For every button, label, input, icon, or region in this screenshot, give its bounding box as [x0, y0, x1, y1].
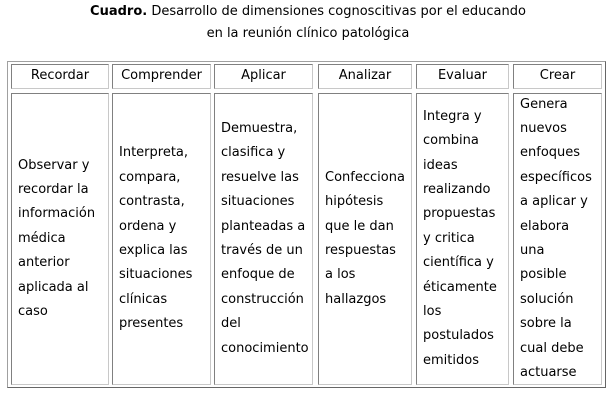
caption-title-line1: Desarrollo de dimensiones cognoscitivas por el educando — [147, 4, 526, 19]
cell-crear — [513, 93, 602, 385]
cell-analizar-text: Confecciona hipótesis que le dan respuestas a los hallazgos — [325, 169, 405, 307]
cell-analizar — [318, 93, 412, 385]
table-caption — [0, 2, 616, 22]
cell-aplicar-text: Demuestra, clasifica y resuelve las situaciones planteadas a través de un enfoque de construcción del conocimiento — [221, 120, 309, 356]
cell-recordar — [11, 93, 109, 385]
header-analizar: Analizar — [318, 64, 412, 89]
cell-evaluar-text: Integra y combina ideas realizando propuestas y critica científica y éticamente los postulados emitidos — [423, 108, 497, 368]
caption-label: Cuadro. — [90, 4, 148, 19]
cell-crear-text: Genera nuevos enfoques específicos a aplicar y elabora una posible solución sobre la cual debe actuarse — [520, 96, 592, 381]
cell-evaluar — [416, 93, 509, 385]
header-recordar: Recordar — [11, 64, 109, 89]
cell-recordar-text: Observar y recordar la información médica anterior aplicada al caso — [18, 157, 96, 320]
cell-comprender-text: Interpreta, compara, contrasta, ordena y explica las situaciones clínicas presentes — [119, 145, 193, 332]
cell-aplicar — [214, 93, 313, 385]
cell-comprender — [112, 93, 211, 385]
caption-title-line2: en la reunión clínico patológica — [206, 26, 410, 41]
header-comprender: Comprender — [112, 64, 211, 89]
header-evaluar: Evaluar — [416, 64, 509, 89]
header-crear: Crear — [513, 64, 602, 89]
header-aplicar: Aplicar — [214, 64, 313, 89]
